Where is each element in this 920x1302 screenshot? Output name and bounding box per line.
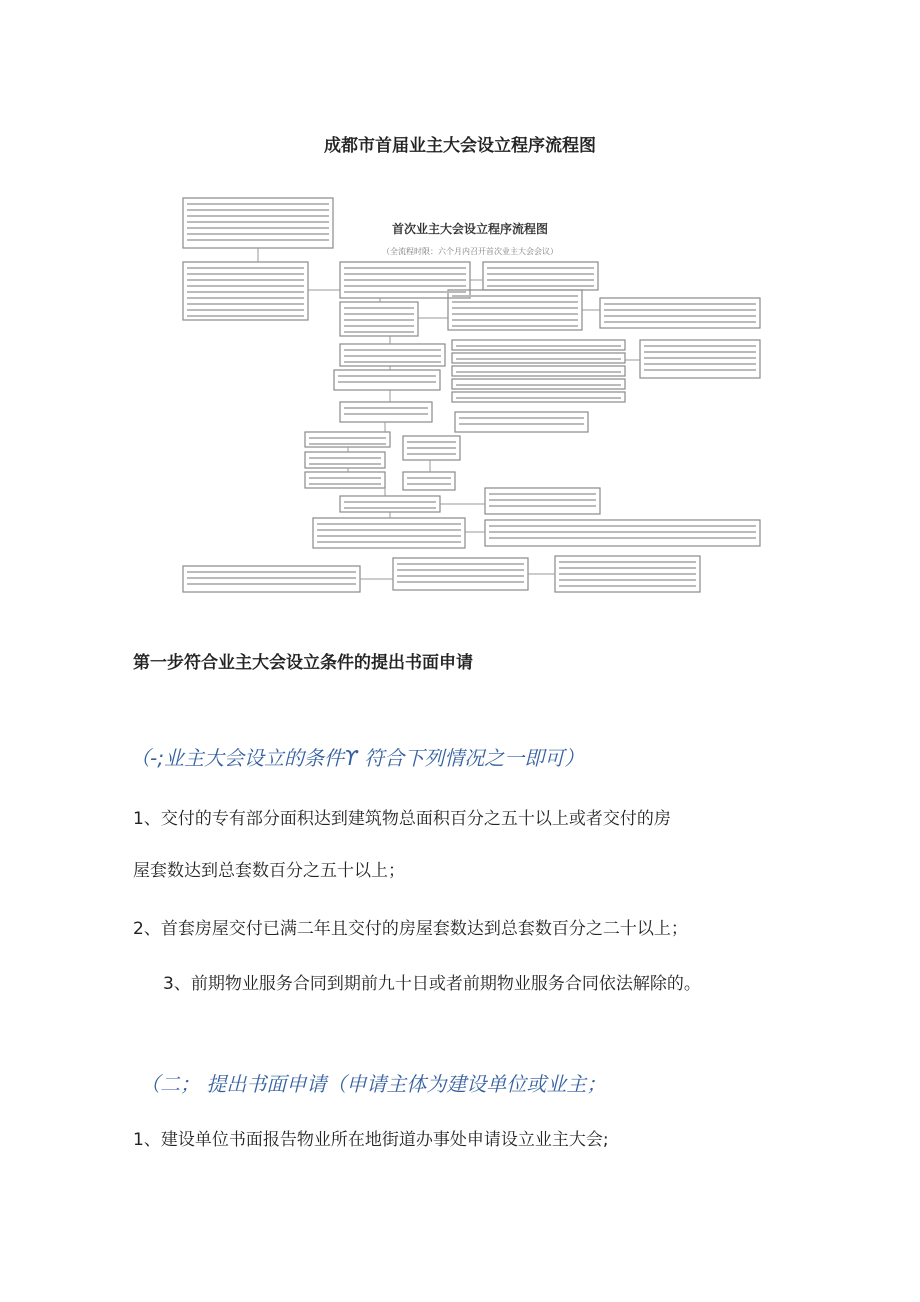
flowchart-text-line [309,477,381,479]
flowchart-text-line [452,319,578,321]
flowchart-text-line [344,325,414,327]
flowchart-text-line [644,369,756,371]
flowchart-text-line [397,563,524,565]
flowchart-text-line [344,307,414,309]
flowchart-text-line [187,215,329,217]
flowchart-box [313,518,465,548]
flowchart-text-line [397,569,524,571]
condition-1: 1、交付的专有部分面积达到建筑物总面积百分之五十以上或者交付的房 [133,809,671,829]
flowchart-text-line [344,279,466,281]
section1-heading: （-;业主大会设立的条件ϒ 符合下列情况之一即可） [130,746,585,770]
flowchart-text-line [187,285,304,287]
flowchart-text-line [309,463,381,465]
flowchart-text-line [344,501,436,503]
flowchart-text-line [644,345,756,347]
flowchart-text-line [397,575,524,577]
flowchart-text-line [344,361,441,363]
flowchart-text-line [452,313,578,315]
flowchart-box [334,370,440,390]
flowchart-text-line [344,267,466,269]
flowchart-text-line [489,493,596,495]
condition-2: 2、首套房屋交付已满二年且交付的房屋套数达到总套数百分之二十以上； [133,919,688,939]
flowchart-text-line [559,561,696,563]
flowchart-text-line [456,358,621,360]
flowchart-text-line [344,407,428,409]
flowchart-text-line [317,523,461,525]
flowchart-text-line [452,325,578,327]
flowchart-text-line [187,209,329,211]
flowchart-box [305,472,385,488]
flowchart-text-line [344,313,414,315]
flowchart-text-line [187,221,329,223]
application-item-1: 1、建设单位书面报告物业所在地街道办事处申请设立业主大会; [133,1130,609,1150]
flowchart-text-line [604,309,756,311]
flowchart-text-line [397,581,524,583]
flowchart-text-line [644,357,756,359]
flowchart-text-line [187,233,329,235]
flowchart-text-line [604,315,756,317]
flowchart-text-line [344,331,414,333]
flowchart-text-line [187,571,356,573]
flowchart-text-line [459,417,584,419]
flowchart-text-line [344,507,436,509]
flowchart-text-line [407,447,456,449]
flowchart-text-line [309,443,386,445]
flowchart-box [393,558,528,590]
flowchart-text-line [309,457,381,459]
flowchart-text-line [187,227,329,229]
flowchart-text-line [407,453,456,455]
flowchart-text-line [317,529,461,531]
flowchart-text-line [187,583,356,585]
flowchart-text-line [344,355,441,357]
flowchart-text-line [644,351,756,353]
flowchart-text-line [344,319,414,321]
flowchart-text-line [489,499,596,501]
flowchart-text-line [407,441,456,443]
flowchart-text-line [344,285,466,287]
step1-heading: 第一步符合业主大会设立条件的提出书面申请 [133,653,473,673]
flowchart-text-line [187,279,304,281]
flowchart-text-line [489,537,756,539]
flowchart-text-line [456,371,621,373]
flowchart-text-line [317,535,461,537]
flowchart-box [305,452,385,468]
flowchart-text-line [604,303,756,305]
flowchart-text-line [187,273,304,275]
document-title: 成都市首届业主大会设立程序流程图 [324,136,596,156]
flowchart-text-line [187,309,304,311]
flowchart-text-line [559,573,696,575]
flowchart-text-line [456,345,621,347]
flowchart-box [600,298,760,328]
flowchart-box [340,496,440,512]
flowchart-text-line [187,577,356,579]
flowchart-text-line [344,291,466,293]
flowchart-text-line [187,267,304,269]
flowchart-box [403,472,455,490]
flowchart-text-line [456,384,621,386]
flowchart-text-line [309,437,386,439]
flowchart-text-line [309,483,381,485]
flowchart-image [178,190,768,600]
flowchart-text-line [604,321,756,323]
condition-1-cont: 屋套数达到总套数百分之五十以上； [133,861,405,881]
condition-3: 3、前期物业服务合同到期前九十日或者前期物业服务合同依法解除的。 [163,974,701,994]
flowchart-text-line [344,413,428,415]
flowchart-text-line [452,307,578,309]
flowchart-text-line [487,279,594,281]
flowchart-text-line [559,579,696,581]
flowchart-text-line [344,349,441,351]
flowchart-text-line [187,315,304,317]
flowchart-subtitle: （全流程时限：六个月内召开首次业主大会会议） [382,247,558,256]
flowchart-text-line [456,397,621,399]
flowchart-text-line [187,291,304,293]
flowchart-text-line [338,375,436,377]
flowchart-text-line [452,295,578,297]
section2-heading: （二； 提出书面申请（申请主体为建设单位或业主； [140,1072,607,1096]
flowchart-text-line [187,239,329,241]
flowchart-text-line [489,531,756,533]
flowchart-text-line [317,541,461,543]
flowchart-text-line [487,267,594,269]
flowchart-text-line [187,297,304,299]
flowchart-text-line [338,381,436,383]
flowchart-text-line [559,585,696,587]
flowchart-box [455,412,588,432]
flowchart-title: 首次业主大会设立程序流程图 [391,222,549,236]
flowchart-text-line [559,567,696,569]
flowchart-text-line [407,483,451,485]
flowchart-text-line [344,273,466,275]
flowchart-text-line [489,525,756,527]
flowchart-text-line [187,303,304,305]
flowchart-text-line [489,505,596,507]
flowchart-text-line [459,423,584,425]
flowchart-text-line [487,273,594,275]
flowchart-text-line [644,363,756,365]
flowchart-text-line [487,285,594,287]
flowchart-text-line [452,301,578,303]
flowchart-text-line [407,477,451,479]
flowchart-text-line [187,203,329,205]
flowchart-box [340,402,432,422]
